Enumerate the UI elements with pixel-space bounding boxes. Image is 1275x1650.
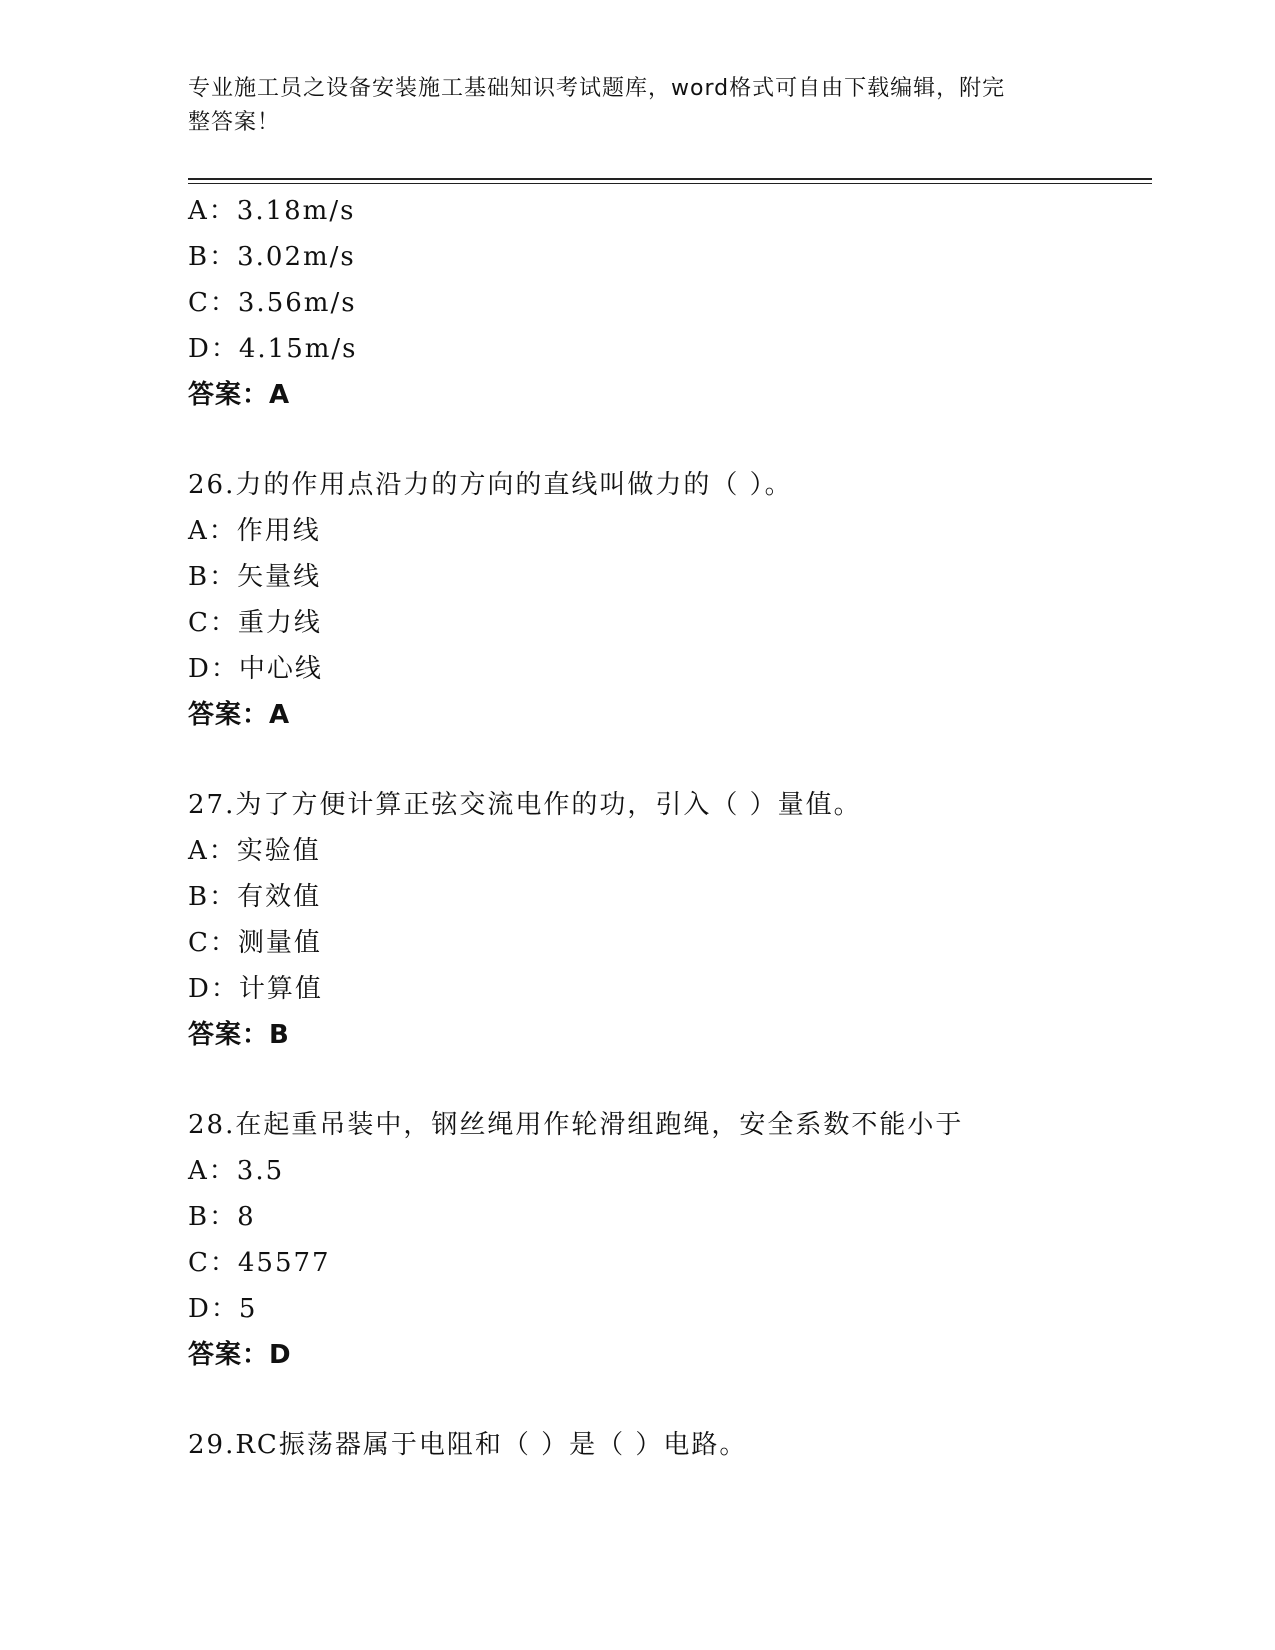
question-stem: 27.为了方便计算正弦交流电作的功，引入（ ）量值。	[188, 790, 862, 820]
option-a: A：3.18m/s	[188, 196, 356, 226]
question-list	[188, 188, 1152, 1468]
header-divider	[188, 178, 1152, 180]
option-a: A：3.5	[188, 1156, 285, 1186]
option-d: D：计算值	[188, 974, 323, 1004]
option-b: B：8	[188, 1202, 256, 1232]
question-29	[188, 1422, 1152, 1468]
option-a: A：实验值	[188, 836, 321, 866]
option-c: C：45577	[188, 1248, 331, 1278]
header-text-line-2: 整答案！	[188, 110, 281, 135]
option-d: D：中心线	[188, 654, 323, 684]
option-a: A：作用线	[188, 516, 321, 546]
option-c: C：重力线	[188, 608, 322, 638]
question-stem: 28.在起重吊装中，钢丝绳用作轮滑组跑绳，安全系数不能小于	[188, 1110, 964, 1140]
header-divider-thin	[188, 183, 1152, 184]
header-text-line-1: 专业施工员之设备安装施工基础知识考试题库，word格式可自由下载编辑，附完	[188, 76, 1006, 101]
question-28	[188, 1102, 1152, 1378]
answer: 答案：A	[188, 380, 291, 410]
option-c: C：测量值	[188, 928, 322, 958]
question-27	[188, 782, 1152, 1058]
question-stem: 26.力的作用点沿力的方向的直线叫做力的（ ）。	[188, 470, 793, 500]
question-25	[188, 188, 1152, 418]
option-b: B：有效值	[188, 882, 322, 912]
answer: 答案：B	[188, 1020, 290, 1050]
answer: 答案：D	[188, 1340, 292, 1370]
question-stem: 29.RC振荡器属于电阻和（ ）是（ ）电路。	[188, 1430, 748, 1460]
option-d: D：5	[188, 1294, 258, 1324]
document-header	[188, 72, 1068, 140]
option-c: C：3.56m/s	[188, 288, 357, 318]
answer: 答案：A	[188, 700, 291, 730]
option-b: B：矢量线	[188, 562, 322, 592]
question-26	[188, 462, 1152, 738]
option-b: B：3.02m/s	[188, 242, 356, 272]
option-d: D：4.15m/s	[188, 334, 358, 364]
